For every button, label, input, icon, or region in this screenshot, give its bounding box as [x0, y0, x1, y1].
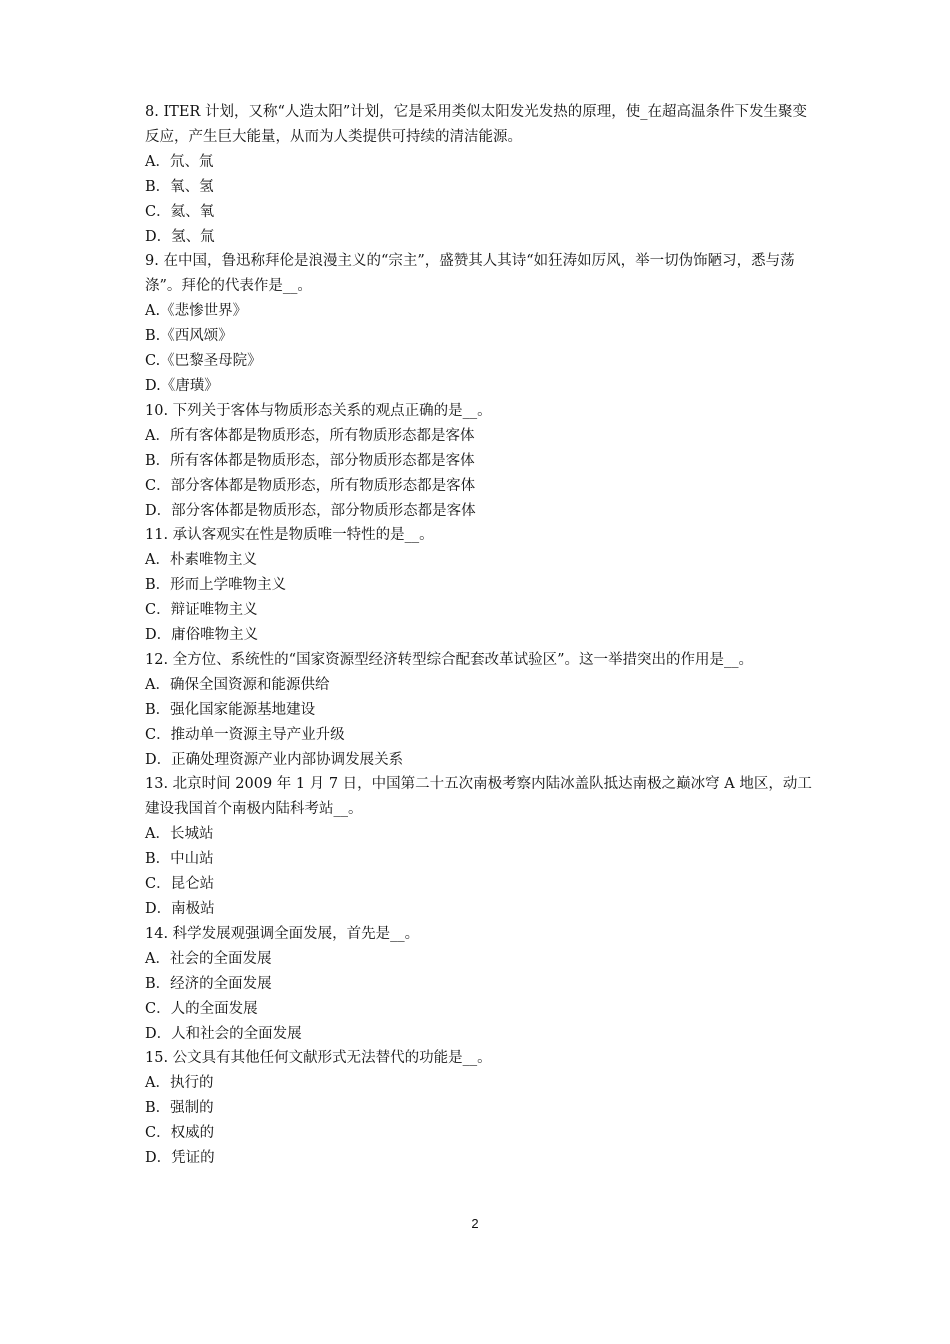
answer-option: D．氢、氚 [145, 228, 215, 245]
answer-option: D．南极站 [145, 901, 215, 917]
answer-option: C.《巴黎圣母院》 [145, 353, 262, 370]
answer-option: B．形而上学唯物主义 [145, 577, 287, 594]
question-block [145, 399, 815, 524]
question-stem: 15. 公文具有其他任何文献形式无法替代的功能是__。 [145, 1050, 492, 1067]
question-list [145, 100, 815, 1171]
question-block [145, 772, 815, 921]
answer-option: D．庸俗唯物主义 [145, 627, 259, 644]
answer-option: A．执行的 [145, 1075, 214, 1092]
question-stem: 10. 下列关于客体与物质形态关系的观点正确的是__。 [145, 402, 492, 419]
answer-option: C．推动单一资源主导产业升级 [145, 726, 345, 743]
question-block [145, 922, 815, 1047]
answer-option: A．社会的全面发展 [145, 950, 272, 967]
answer-option: B．所有客体都是物质形态，部分物质形态都是客体 [145, 452, 475, 469]
answer-option: A．朴素唯物主义 [145, 552, 257, 569]
answer-option: A．氘、氚 [145, 153, 214, 170]
answer-option: D.《唐璜》 [145, 377, 219, 394]
question-stem: 12. 全方位、系统性的“国家资源型经济转型综合配套改革试验区”。这一举措突出的作用是__。 [145, 651, 753, 668]
answer-option: A．长城站 [145, 826, 214, 843]
question-block [145, 648, 815, 773]
answer-option: A．确保全国资源和能源供给 [145, 676, 330, 693]
answer-option: A.《悲惨世界》 [145, 303, 248, 320]
answer-option: B．强制的 [145, 1100, 214, 1117]
answer-option: C．权威的 [145, 1125, 215, 1142]
question-block [145, 100, 815, 249]
answer-option: B．经济的全面发展 [145, 975, 272, 992]
answer-option: D．部分客体都是物质形态，部分物质形态都是客体 [145, 502, 476, 519]
question-block [145, 523, 815, 648]
question-stem: 8. ITER 计划，又称“人造太阳”计划，它是采用类似太阳发光发热的原理，使_在超高温条件下发生聚变反应，产生巨大能量，从而为人类提供可持续的清洁能源。 [145, 104, 808, 145]
answer-option: C．部分客体都是物质形态，所有物质形态都是客体 [145, 477, 476, 494]
question-stem: 14. 科学发展观强调全面发展，首先是__。 [145, 925, 420, 942]
question-stem: 13. 北京时间 2009 年 1 月 7 日，中国第二十五次南极考察内陆冰盖队抵达南极之巅冰穹 A 地区，动工建设我国首个南极内陆科考站__。 [145, 776, 812, 818]
answer-option: D．正确处理资源产业内部协调发展关系 [145, 751, 404, 768]
answer-option: A．所有客体都是物质形态，所有物质形态都是客体 [145, 427, 475, 444]
answer-option: D．凭证的 [145, 1150, 215, 1167]
answer-option: B．氧、氢 [145, 178, 214, 195]
answer-option: C．氦、氧 [145, 203, 215, 220]
answer-option: C．辩证唯物主义 [145, 602, 258, 619]
question-stem: 11. 承认客观实在性是物质唯一特性的是__。 [145, 527, 434, 544]
answer-option: D．人和社会的全面发展 [145, 1025, 302, 1042]
answer-option: B．强化国家能源基地建设 [145, 701, 316, 718]
page-number: 2 [471, 1216, 479, 1231]
answer-option: C．人的全面发展 [145, 1000, 258, 1017]
question-stem: 9. 在中国，鲁迅称拜伦是浪漫主义的“宗主”，盛赞其人其诗“如狂涛如厉风，举一切伪饰陋习，悉与荡涤”。拜伦的代表作是__。 [145, 253, 795, 295]
answer-option: B.《西风颂》 [145, 328, 233, 345]
question-block [145, 249, 815, 398]
question-block [145, 1046, 815, 1171]
answer-option: B．中山站 [145, 851, 214, 868]
answer-option: C．昆仑站 [145, 876, 215, 893]
